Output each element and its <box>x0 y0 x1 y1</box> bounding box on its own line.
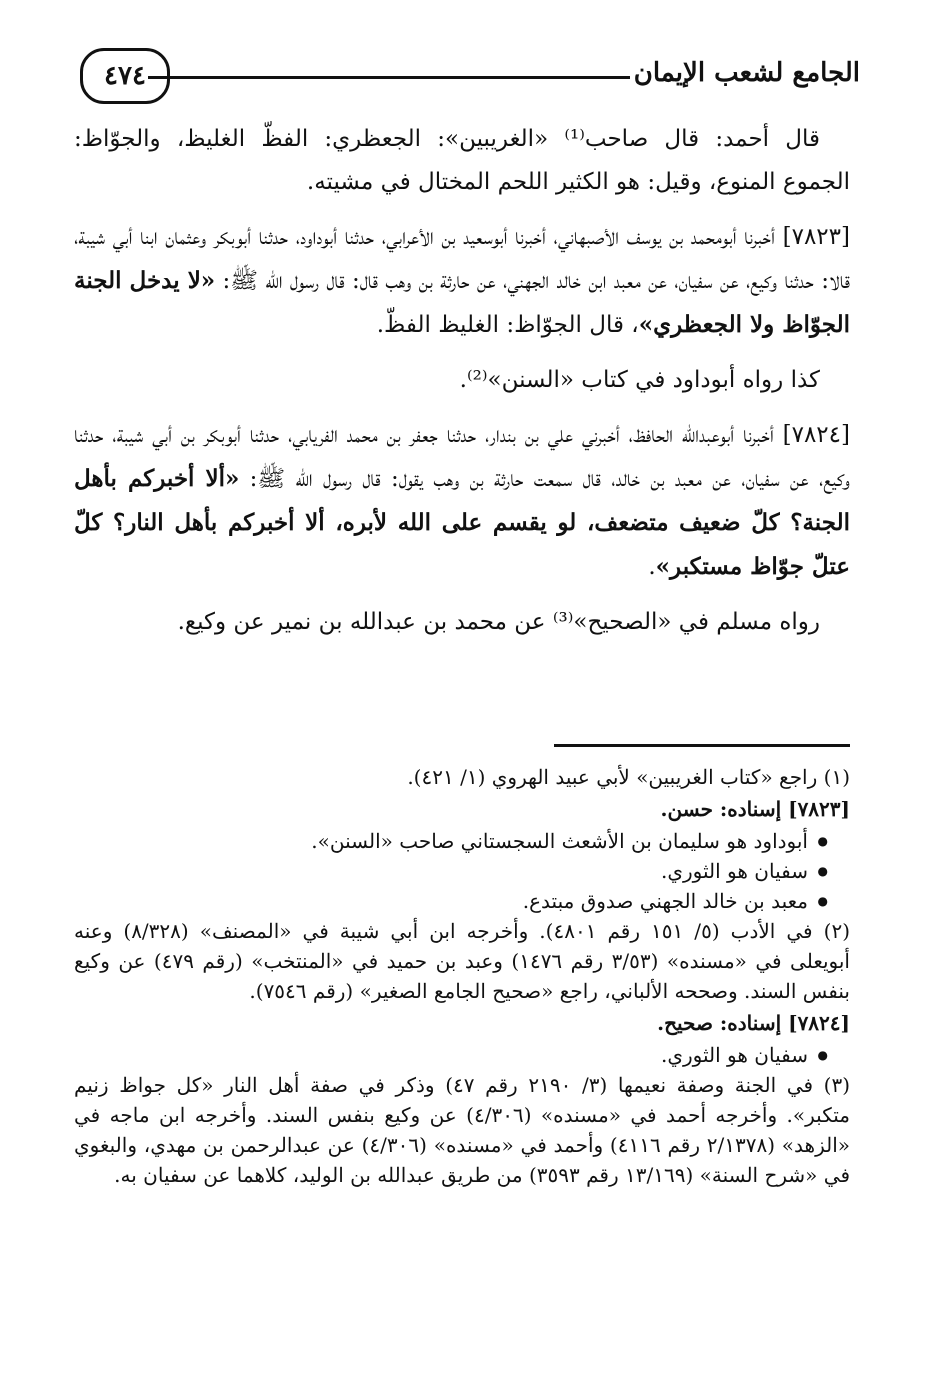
isnad-grade-7823 <box>74 794 850 824</box>
isnad-label: [٧٨٢٣] إسناده: <box>712 797 850 821</box>
hadith-7824-isnad: [٧٨٢٤] أخبرنا أبوعبدالله الحافظ، أخبرني علي بن بندار، حدثنا جعفر بن محمد الفريابي، حدثنا أبوبكر بن أبي شيبة، حدثنا وكيع، عن سفيان، عن معبد بن خالد، قال سمعت حارثة بن وهب يقول: قال رسول الله ﷺ: <box>74 422 850 492</box>
hadith-7823 <box>74 216 850 347</box>
list-item: ● سفيان هو الثوري. <box>74 1040 828 1070</box>
hadith-7824-end: . <box>648 554 656 580</box>
hadith-7823-end: ، قال الجوّاظ: الغليظ الفظّ. <box>376 312 639 338</box>
paragraph-explanation: قال أحمد: قال صاحب⁽¹⁾ «الغريبين»: الجعظري: الفظّ الغليظ، والجوّاظ: الجموع المنوع، وقيل: هو الكثير اللحم المختال في مشيته. <box>74 126 850 195</box>
list-item: ● سفيان هو الثوري. <box>74 856 828 886</box>
hadith-7824 <box>74 414 850 589</box>
header-rule <box>148 76 630 79</box>
running-header <box>60 36 860 116</box>
paragraph-takhrij-2: رواه مسلم في «الصحيح»⁽³⁾ عن محمد بن عبدالله بن نمير عن وكيع. <box>177 609 820 635</box>
footnotes <box>74 762 850 1192</box>
hadith-7824-matn: «ألا أخبركم بأهل الجنة؟ كلّ ضعيف متضعف، لو يقسم على الله لأبره، ألا أخبركم بأهل النار؟ كلّ عتلّ جوّاظ مستكبر» <box>74 465 850 580</box>
header-title: الجامع لشعب الإيمان <box>633 58 860 88</box>
main-text <box>74 118 850 656</box>
list-item: ● أبوداود هو سليمان بن الأشعث السجستاني صاحب «السنن». <box>74 826 828 856</box>
isnad-grade-7824 <box>74 1008 850 1038</box>
hadith-7823-matn: «لا يدخل الجنة الجوّاظ ولا الجعظري» <box>74 267 850 338</box>
hadith-7823-isnad: [٧٨٢٣] أخبرنا أبومحمد بن يوسف الأصبهاني، أخبرنا أبوسعيد بن الأعرابي، حدثنا أبوداود، حدثنا أبوبكر وعثمان ابنا أبي شيبة، قالا: حدثنا وكيع، عن سفيان، عن معبد ابن خالد الجهني، عن حارثة بن وهب قال: قال رسول الله ﷺ: <box>74 224 850 294</box>
narrator-notes-7823 <box>74 826 850 916</box>
isnad-grade: حسن. <box>660 797 713 821</box>
narrator-notes-7824 <box>74 1040 850 1070</box>
page-number: ٤٧٤ <box>80 48 170 104</box>
footnote-1: (١) راجع «كتاب الغريبين» لأبي عبيد الهروي (١/ ٤٢١). <box>407 765 850 789</box>
footnote-3: (٣) في الجنة وصفة نعيمها (٣/ ٢١٩٠ رقم ٤٧) وذكر في صفة أهل النار «كل جواظ زنيم متكبر». وأخرجه أحمد في «مسنده» (٤/٣٠٦) عن وكيع بنفس السند. وأخرجه ابن ماجه في «الزهد» (٢/١٣٧٨ رقم ٤١١٦) وأحمد في «مسنده» (٤/٣٠٦) عن عبدالرحمن بن مهدي، والبغوي في «شرح السنة» (١٣/١٦٩ رقم ٣٥٩٣) من طريق عبدالله بن الوليد، كلاهما عن سفيان به. <box>74 1073 851 1187</box>
list-item: ● معبد بن خالد الجهني صدوق مبتدع. <box>74 886 828 916</box>
paragraph-takhrij-1: كذا رواه أبوداود في كتاب «السنن»⁽²⁾. <box>459 367 820 393</box>
footnote-2: (٢) في الأدب (٥/ ١٥١ رقم ٤٨٠١). وأخرجه ابن أبي شيبة في «المصنف» (٨/٣٢٨) وعنه أبويعلى في «مسنده» (٣/٥٣ رقم ١٤٧٦) وعبد بن حميد في «المنتخب» (رقم ٤٧٩) عن وكيع بنفس السند. وصححه الألباني، راجع «صحيح الجامع الصغير» (رقم ٧٥٤٦). <box>74 919 850 1003</box>
isnad-label: [٧٨٢٤] إسناده: <box>712 1011 850 1035</box>
isnad-grade: صحيح. <box>657 1011 713 1035</box>
footnote-separator <box>554 744 850 747</box>
